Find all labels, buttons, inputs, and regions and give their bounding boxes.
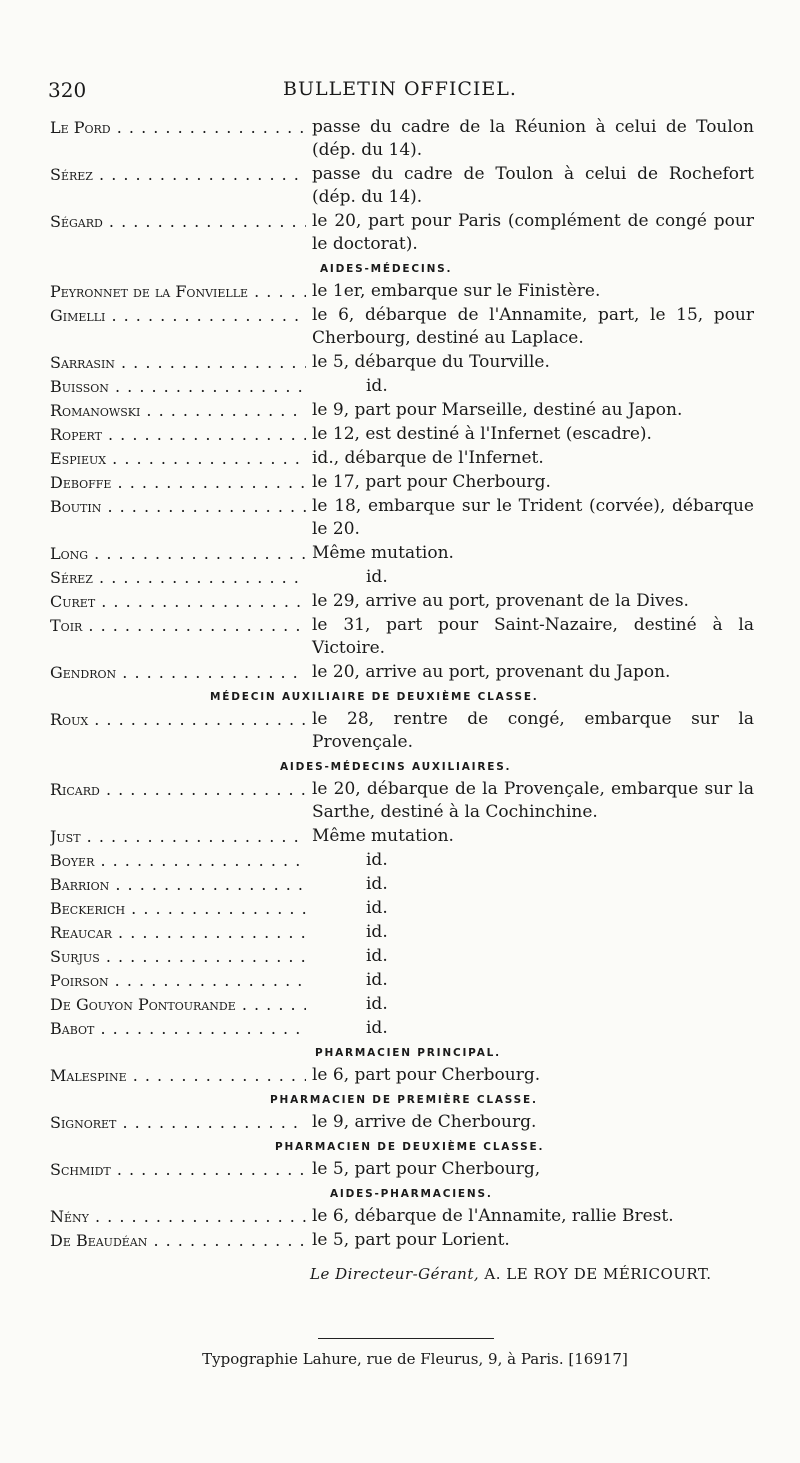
- mutation-text: Même mutation.: [312, 826, 454, 846]
- mutation-list: [50, 116, 754, 1253]
- list-item: [50, 351, 754, 374]
- officer-name: Schmidt . . .: [50, 1158, 306, 1181]
- mutation-text: id.: [366, 970, 388, 990]
- list-item: [50, 471, 754, 494]
- mutation-text: id., débarque de l'Infernet.: [312, 448, 544, 468]
- mutation-text: le 5, part pour Cherbourg,: [312, 1159, 541, 1179]
- officer-name: Surjus . . .: [50, 945, 306, 968]
- officer-name: Sérez . . .: [50, 566, 306, 589]
- officer-name: Sérez . . .: [50, 163, 306, 209]
- officer-name: Buisson . . .: [50, 375, 306, 398]
- mutation-text: le 17, part pour Cherbourg.: [312, 472, 551, 492]
- list-item: [50, 210, 754, 256]
- signature-label: Le Directeur-Gérant,: [310, 1265, 480, 1283]
- mutation-text: id.: [366, 567, 388, 587]
- list-item: [50, 566, 754, 589]
- mutation-text: le 5, part pour Lorient.: [312, 1230, 510, 1250]
- list-item: [50, 304, 754, 350]
- mutation-text: le 12, est destiné à l'Infernet (escadre).: [312, 424, 652, 444]
- mutation-text: id.: [366, 874, 388, 894]
- list-item: [50, 590, 754, 613]
- section-heading: AIDES-PHARMACIENS.: [330, 1188, 493, 1200]
- officer-name: De Beaudéan . . .: [50, 1229, 306, 1252]
- list-item: [50, 116, 754, 162]
- officer-name: Just . . .: [50, 825, 306, 848]
- list-item: [50, 1205, 754, 1228]
- signature: [310, 1265, 712, 1283]
- officer-name: Ricard . . .: [50, 778, 306, 824]
- officer-name: Romanowski . . .: [50, 399, 306, 422]
- mutation-text: le 29, arrive au port, provenant de la Dives.: [312, 591, 689, 611]
- mutation-text: le 31, part pour Saint-Nazaire, destiné à la Victoire.: [312, 615, 754, 658]
- list-item: [50, 1111, 754, 1134]
- list-item: [50, 945, 754, 968]
- mutation-text: le 28, rentre de congé, embarque sur la Provençale.: [312, 709, 754, 752]
- mutation-text: passe du cadre de la Réunion à celui de Toulon (dép. du 14).: [312, 117, 754, 160]
- officer-name: Peyronnet de la Fonvielle . . .: [50, 280, 306, 303]
- section-heading: PHARMACIEN PRINCIPAL.: [315, 1047, 501, 1059]
- officer-name: Boutin . . .: [50, 495, 306, 541]
- section-heading: PHARMACIEN DE DEUXIÈME CLASSE.: [275, 1141, 545, 1153]
- mutation-text: le 6, débarque de l'Annamite, part, le 15, pour Cherbourg, destiné au Laplace.: [312, 305, 754, 348]
- officer-name: Ropert . . .: [50, 423, 306, 446]
- mutation-text: id.: [366, 922, 388, 942]
- list-item: [50, 375, 754, 398]
- mutation-text: id.: [366, 946, 388, 966]
- mutation-text: id.: [366, 994, 388, 1014]
- mutation-text: id.: [366, 1018, 388, 1038]
- mutation-text: id.: [366, 898, 388, 918]
- mutation-text: id.: [366, 850, 388, 870]
- list-item: [50, 897, 754, 920]
- list-item: [50, 399, 754, 422]
- mutation-text: passe du cadre de Toulon à celui de Rochefort (dép. du 14).: [312, 164, 754, 207]
- officer-name: Signoret . . .: [50, 1111, 306, 1134]
- officer-name: Poirson . . .: [50, 969, 306, 992]
- mutation-text: le 20, part pour Paris (complément de congé pour le doctorat).: [312, 211, 754, 254]
- officer-name: Boyer . . .: [50, 849, 306, 872]
- officer-name: Ségard . . .: [50, 210, 306, 256]
- officer-name: Malespine . . .: [50, 1064, 306, 1087]
- list-item: [50, 614, 754, 660]
- mutation-text: le 9, part pour Marseille, destiné au Japon.: [312, 400, 683, 420]
- running-title: BULLETIN OFFICIEL.: [283, 78, 517, 100]
- officer-name: Toir . . .: [50, 614, 306, 660]
- list-item: [50, 921, 754, 944]
- list-item: [50, 825, 754, 848]
- divider: [318, 1338, 494, 1339]
- page-number: 320: [48, 78, 87, 102]
- list-item: [50, 708, 754, 754]
- officer-name: Espieux . . .: [50, 447, 306, 470]
- officer-name: Le Pord . . .: [50, 116, 306, 162]
- list-item: [50, 447, 754, 470]
- officer-name: De Gouyon Pontourande . . .: [50, 993, 306, 1016]
- mutation-text: le 20, arrive au port, provenant du Japon.: [312, 662, 671, 682]
- mutation-text: le 6, part pour Cherbourg.: [312, 1065, 541, 1085]
- list-item: [50, 495, 754, 541]
- mutation-text: le 6, débarque de l'Annamite, rallie Brest.: [312, 1206, 674, 1226]
- section-heading: AIDES-MÉDECINS.: [320, 263, 453, 275]
- section-heading: PHARMACIEN DE PREMIÈRE CLASSE.: [270, 1094, 538, 1106]
- list-item: [50, 423, 754, 446]
- page-header: [48, 78, 752, 108]
- mutation-text: le 9, arrive de Cherbourg.: [312, 1112, 537, 1132]
- officer-name: Gendron . . .: [50, 661, 306, 684]
- officer-name: Reaucar . . .: [50, 921, 306, 944]
- officer-name: Gimelli . . .: [50, 304, 306, 350]
- list-item: [50, 849, 754, 872]
- mutation-text: le 5, débarque du Tourville.: [312, 352, 550, 372]
- list-item: [50, 1158, 754, 1181]
- signature-name: A. LE ROY DE MÉRICOURT.: [484, 1265, 712, 1283]
- officer-name: Babot . . .: [50, 1017, 306, 1040]
- list-item: [50, 1064, 754, 1087]
- officer-name: Nény . . .: [50, 1205, 306, 1228]
- officer-name: Curet . . .: [50, 590, 306, 613]
- officer-name: Long . . .: [50, 542, 306, 565]
- list-item: [50, 280, 754, 303]
- list-item: [50, 1229, 754, 1252]
- list-item: [50, 778, 754, 824]
- mutation-text: le 1er, embarque sur le Finistère.: [312, 281, 601, 301]
- officer-name: Deboffe . . .: [50, 471, 306, 494]
- officer-name: Sarrasin . . .: [50, 351, 306, 374]
- printer-imprint: Typographie Lahure, rue de Fleurus, 9, à Paris. [16917]: [202, 1350, 628, 1368]
- officer-name: Barrion . . .: [50, 873, 306, 896]
- section-heading: AIDES-MÉDECINS AUXILIAIRES.: [280, 761, 512, 773]
- mutation-text: le 20, débarque de la Provençale, embarque sur la Sarthe, destiné à la Cochinchine.: [312, 779, 754, 822]
- officer-name: Roux . . .: [50, 708, 306, 754]
- list-item: [50, 873, 754, 896]
- list-item: [50, 993, 754, 1016]
- list-item: [50, 542, 754, 565]
- list-item: [50, 661, 754, 684]
- list-item: [50, 163, 754, 209]
- mutation-text: id.: [366, 376, 388, 396]
- officer-name: Beckerich . . .: [50, 897, 306, 920]
- section-heading: MÉDECIN AUXILIAIRE DE DEUXIÈME CLASSE.: [210, 691, 539, 703]
- mutation-text: Même mutation.: [312, 543, 454, 563]
- list-item: [50, 1017, 754, 1040]
- mutation-text: le 18, embarque sur le Trident (corvée), débarque le 20.: [312, 496, 754, 539]
- list-item: [50, 969, 754, 992]
